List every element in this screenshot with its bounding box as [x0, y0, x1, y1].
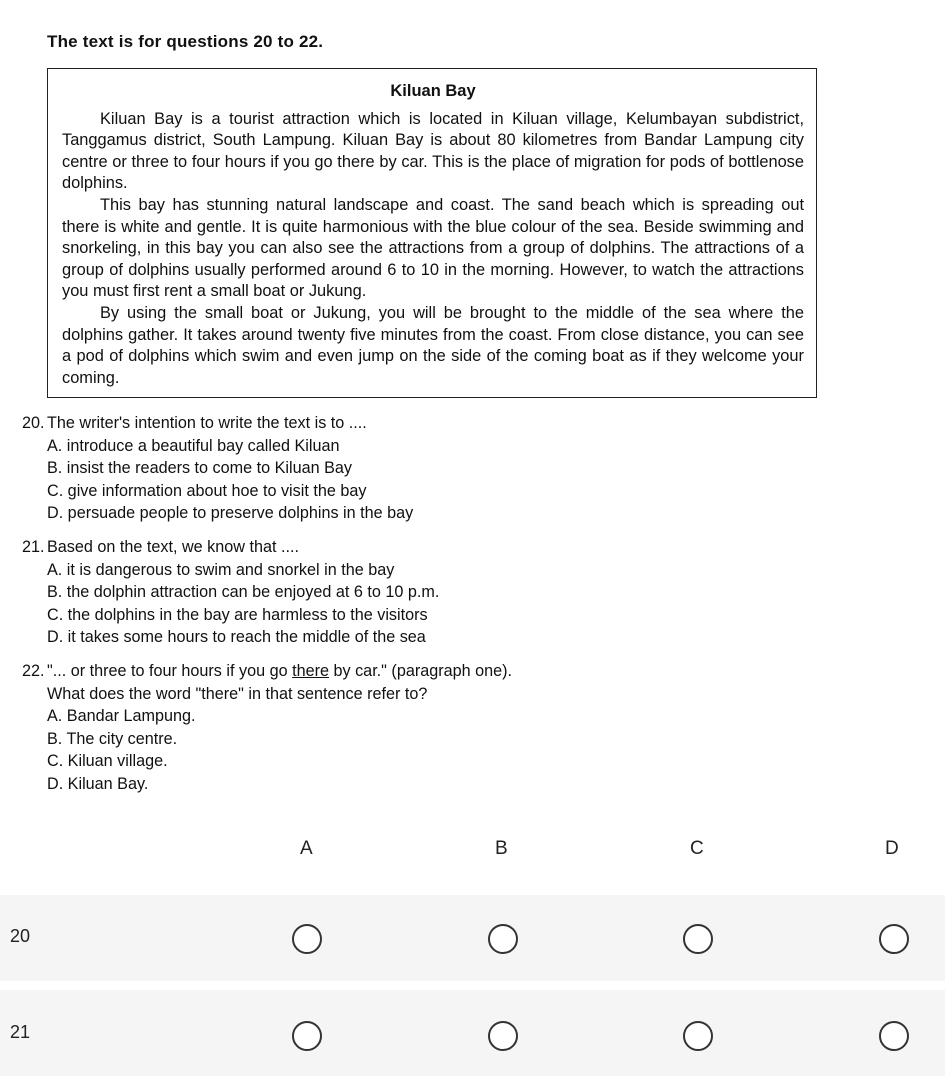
passage-paragraph-2: This bay has stunning natural landscape and coast. The sand beach which is spreading out there is white and gentle. It is quite harmonious with the blue colour of the sea. Beside swimming and snorkeling, in this bay you can also see the attractions from a group of dolphins. The attractions of a group of dolphins usually performed around 6 to 10 in the morning. However, to watch the attractions you must first rent a small boat or Jukung.: [62, 195, 804, 301]
option-c: C. the dolphins in the bay are harmless to the visitors: [47, 605, 428, 624]
instructions-heading: The text is for questions 20 to 22.: [47, 32, 324, 51]
question-21: [22, 536, 439, 649]
question-22: [22, 660, 512, 796]
stem-before: "... or three to four hours if you go: [47, 662, 293, 680]
column-header-d: D: [885, 838, 899, 859]
question-stem: Based on the text, we know that ....: [47, 538, 299, 556]
question-number: 22.: [22, 662, 45, 680]
option-d: D. persuade people to preserve dolphins in the bay: [47, 504, 414, 523]
reading-passage: [47, 68, 817, 398]
option-b: B. insist the readers to come to Kiluan Bay: [47, 459, 353, 478]
column-header-c: C: [690, 838, 704, 859]
row-label-20: 20: [10, 926, 31, 946]
option-a: A. introduce a beautiful bay called Kiluan: [47, 436, 340, 455]
option-d: D. Kiluan Bay.: [47, 774, 149, 793]
answer-row-20: [0, 895, 945, 981]
question-number: 21.: [22, 538, 45, 556]
radio-21-c[interactable]: [683, 1021, 713, 1051]
underlined-word: there: [292, 662, 329, 680]
row-label-21: 21: [10, 1022, 31, 1042]
radio-21-a[interactable]: [292, 1021, 322, 1051]
question-stem: [47, 660, 512, 683]
radio-21-b[interactable]: [488, 1021, 518, 1051]
column-header-a: A: [300, 838, 313, 859]
passage-title: Kiluan Bay: [390, 82, 476, 100]
option-a: A. it is dangerous to swim and snorkel in the bay: [47, 560, 395, 579]
question-stem: The writer's intention to write the text is to ....: [47, 414, 367, 432]
option-b: B. the dolphin attraction can be enjoyed at 6 to 10 p.m.: [47, 583, 440, 602]
question-number: 20.: [22, 414, 45, 432]
passage-paragraph-3: By using the small boat or Jukung, you will be brought to the middle of the sea where the dolphins gather. It takes around twenty five minutes from the coast. From close distance, you can see a pod of dolphins which swim and even jump on the side of the coming boat as if they welcome your coming.: [62, 303, 804, 387]
option-a: A. Bandar Lampung.: [47, 707, 196, 726]
option-b: B. The city centre.: [47, 729, 178, 748]
question-stem-line2: What does the word "there" in that sentence refer to?: [47, 684, 428, 703]
answer-row-21: [0, 990, 945, 1076]
question-20: [22, 412, 413, 525]
passage-paragraph-1: Kiluan Bay is a tourist attraction which is located in Kiluan village, Kelumbayan subdistrict, Tanggamus district, South Lampung. Kiluan Bay is about 80 kilometres from Bandar Lampung city centre or three to four hours if you go there by car. This is the place of migration for pods of bottlenose dolphins.: [62, 109, 804, 193]
radio-21-d[interactable]: [879, 1021, 909, 1051]
radio-20-d[interactable]: [879, 924, 909, 954]
radio-20-b[interactable]: [488, 924, 518, 954]
option-c: C. give information about hoe to visit the bay: [47, 481, 367, 500]
radio-20-a[interactable]: [292, 924, 322, 954]
option-c: C. Kiluan village.: [47, 752, 168, 771]
radio-20-c[interactable]: [683, 924, 713, 954]
option-d: D. it takes some hours to reach the middle of the sea: [47, 628, 426, 647]
column-header-b: B: [495, 838, 508, 859]
stem-after: by car." (paragraph one).: [329, 662, 513, 680]
